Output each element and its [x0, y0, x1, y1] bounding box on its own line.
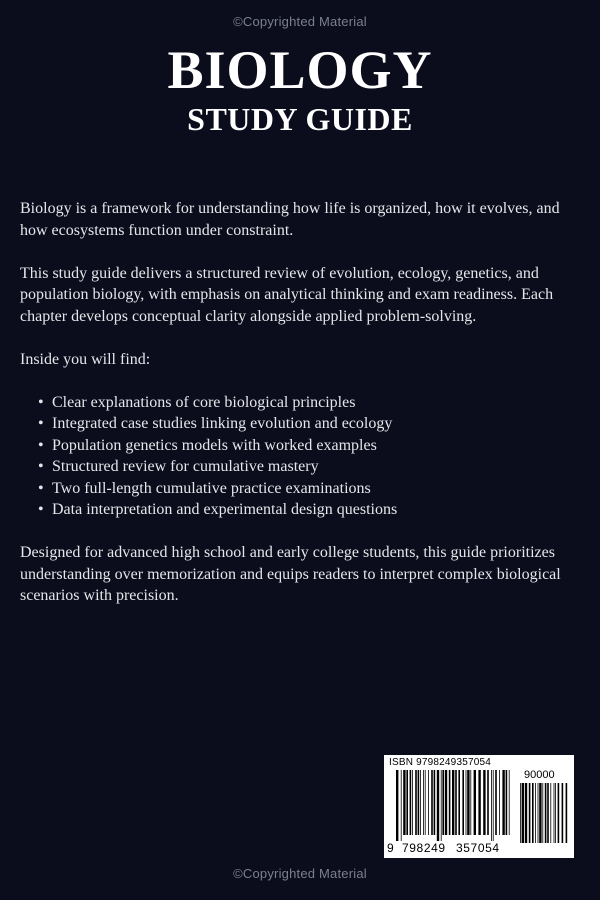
- copyright-watermark-bottom: ©Copyrighted Material: [233, 866, 367, 881]
- isbn-barcode: [384, 755, 574, 858]
- back-cover-blurb: [20, 198, 582, 628]
- list-item: [38, 435, 582, 457]
- list-item-text: Clear explanations of core biological principles: [52, 393, 356, 411]
- bullet-icon: •: [38, 436, 44, 454]
- list-item: [38, 413, 582, 435]
- list-item-text: Two full-length cumulative practice examinations: [52, 479, 371, 497]
- list-item: [38, 499, 582, 521]
- addon-bars: [520, 783, 568, 843]
- features-list: [20, 392, 582, 521]
- contents-lead-in: Inside you will find:: [20, 350, 151, 368]
- copyright-watermark-top: ©Copyrighted Material: [233, 14, 367, 29]
- intro-paragraph: Biology is a framework for understanding how life is organized, how it evolves, and how ecosystems function under constraint.: [20, 200, 560, 239]
- price-code: 90000: [524, 769, 555, 781]
- bullet-icon: •: [38, 458, 44, 475]
- isbn-right-digits: 357054: [456, 841, 500, 855]
- list-item-text: Integrated case studies linking evolution and ecology: [52, 415, 393, 432]
- bullet-icon: •: [38, 415, 44, 432]
- list-item-text: Structured review for cumulative mastery: [52, 458, 319, 475]
- list-item: [38, 392, 582, 414]
- isbn-label: ISBN 9798249357054: [389, 757, 492, 768]
- list-item: [38, 478, 582, 500]
- audience-paragraph: Designed for advanced high school and early college students, this guide prioritizes understanding over memorization and equips readers to interpret complex biological scenarios with precision.: [20, 544, 561, 604]
- overview-paragraph: This study guide delivers a structured review of evolution, ecology, genetics, and population biology, with emphasis on analytical thinking and exam readiness. Each chapter develops conceptual clarity alongside applied problem-solving.: [20, 264, 554, 325]
- isbn-first-digit: 9: [387, 841, 395, 855]
- bullet-icon: •: [38, 501, 44, 518]
- isbn-left-digits: 798249: [402, 841, 446, 855]
- bullet-icon: •: [38, 479, 44, 497]
- book-title: BIOLOGY: [167, 40, 433, 100]
- ean13-bars: [396, 770, 513, 841]
- list-item-text: Data interpretation and experimental design questions: [52, 501, 398, 518]
- list-item: [38, 456, 582, 478]
- book-subtitle: STUDY GUIDE: [187, 101, 413, 137]
- bullet-icon: •: [38, 393, 44, 411]
- list-item-text: Population genetics models with worked examples: [52, 436, 377, 454]
